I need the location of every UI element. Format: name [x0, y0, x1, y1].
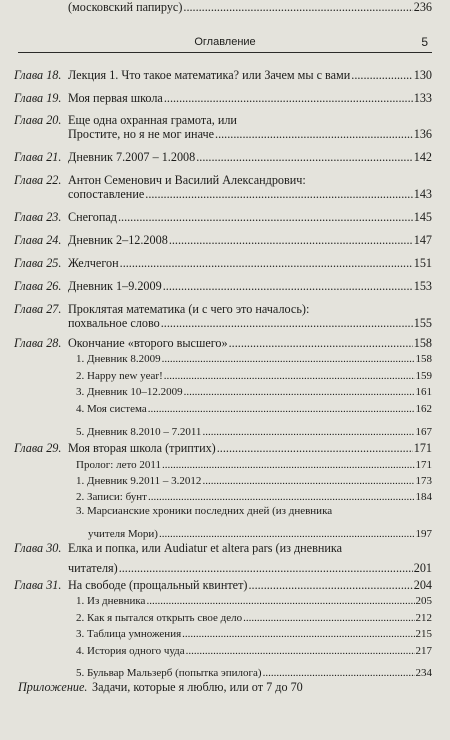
- entry-title: Елка и попка, или Audiatur et altera pars (из дневника: [68, 541, 343, 555]
- entry-title: 1. Из дневника: [76, 595, 146, 607]
- entry-page-number: 236: [413, 0, 432, 14]
- toc-subentry[interactable]: [76, 611, 432, 625]
- entry-title: Моя вторая школа (триптих): [68, 441, 216, 455]
- chapter-label: Глава 20.: [14, 113, 62, 127]
- entry-title: 2. Happy new year!: [76, 370, 163, 382]
- dot-leader: [146, 594, 414, 608]
- dot-leader: [215, 127, 413, 141]
- toc-entry[interactable]: [68, 441, 432, 455]
- toc-entry[interactable]: [68, 336, 432, 350]
- entry-page-number: 217: [415, 645, 432, 657]
- entry-title: 4. История одного чуда: [76, 645, 185, 657]
- entry-title: сопоставление: [68, 187, 145, 201]
- dot-leader: [182, 627, 414, 641]
- chapter-label: Глава 28.: [14, 336, 62, 350]
- entry-title: (московский папирус): [68, 0, 183, 14]
- dot-leader: [184, 385, 415, 399]
- toc-subentry[interactable]: [76, 474, 432, 488]
- toc-entry[interactable]: [68, 173, 432, 187]
- chapter-label: Глава 25.: [14, 256, 62, 270]
- entry-page-number: 130: [413, 68, 432, 82]
- toc-entry[interactable]: [68, 91, 432, 105]
- entry-page-number: 212: [415, 612, 432, 624]
- entry-page-number: 201: [413, 561, 432, 575]
- entry-page-number: 145: [413, 210, 432, 224]
- entry-page-number: 159: [415, 370, 432, 382]
- entry-page-number: 197: [415, 528, 432, 540]
- entry-title: Моя первая школа: [68, 91, 163, 105]
- entry-title: Снегопад: [68, 210, 117, 224]
- toc-subentry[interactable]: [76, 458, 432, 472]
- chapter-label: Глава 19.: [14, 91, 62, 105]
- entry-page-number: 162: [415, 403, 432, 415]
- toc-subentry[interactable]: [76, 352, 432, 366]
- dot-leader: [162, 352, 415, 366]
- toc-subentry[interactable]: [76, 504, 432, 518]
- toc-subentry[interactable]: [76, 490, 432, 504]
- entry-page-number: 133: [413, 91, 432, 105]
- entry-page-number: 151: [413, 256, 432, 270]
- chapter-label: Глава 30.: [14, 541, 62, 555]
- toc-entry[interactable]: [68, 187, 432, 201]
- entry-title: Лекция 1. Что такое математика? или Зачем мы с вами: [68, 68, 351, 82]
- dot-leader: [159, 527, 415, 541]
- dot-leader: [351, 68, 412, 82]
- dot-leader: [148, 402, 415, 416]
- entry-title: Дневник 2–12.2008: [68, 233, 168, 247]
- entry-title: 3. Дневник 10–12.2009: [76, 386, 183, 398]
- dot-leader: [202, 474, 414, 488]
- dot-leader: [229, 336, 413, 350]
- dot-leader: [243, 611, 414, 625]
- entry-page-number: 143: [413, 187, 432, 201]
- dot-leader: [202, 425, 414, 439]
- dot-leader: [119, 561, 413, 575]
- entry-title: 4. Моя система: [76, 403, 147, 415]
- entry-title: Окончание «второго высшего»: [68, 336, 228, 350]
- dot-leader: [162, 458, 415, 472]
- header-page-number: 5: [421, 35, 428, 49]
- chapter-label: Глава 24.: [14, 233, 62, 247]
- entry-title: Дневник 1–9.2009: [68, 279, 162, 293]
- toc-entry[interactable]: [68, 150, 432, 164]
- entry-title: 2. Записи: бунт: [76, 491, 147, 503]
- entry-title: Желчегон: [68, 256, 119, 270]
- toc-entry[interactable]: [92, 680, 432, 694]
- chapter-label: Приложение.: [18, 680, 88, 694]
- toc-subentry[interactable]: [76, 594, 432, 608]
- entry-title: 1. Дневник 9.2011 – 3.2012: [76, 475, 202, 487]
- toc-entry[interactable]: [68, 127, 432, 141]
- toc-entry[interactable]: [68, 210, 432, 224]
- chapter-label: Глава 21.: [14, 150, 62, 164]
- toc-entry[interactable]: [68, 113, 432, 127]
- toc-subentry[interactable]: [76, 385, 432, 399]
- toc-subentry[interactable]: [76, 402, 432, 416]
- entry-page-number: 161: [415, 386, 432, 398]
- dot-leader: [161, 316, 413, 330]
- dot-leader: [145, 187, 412, 201]
- entry-page-number: 158: [415, 353, 432, 365]
- entry-page-number: 171: [415, 459, 432, 471]
- dot-leader: [163, 279, 413, 293]
- dot-leader: [186, 644, 415, 658]
- entry-page-number: 173: [415, 475, 432, 487]
- dot-leader: [164, 369, 415, 383]
- chapter-label: Глава 29.: [14, 441, 62, 455]
- chapter-label: Глава 22.: [14, 173, 62, 187]
- chapter-label: Глава 27.: [14, 302, 62, 316]
- entry-page-number: 205: [415, 595, 432, 607]
- toc-entry[interactable]: [68, 541, 432, 555]
- entry-title: Пролог: лето 2011: [76, 459, 161, 471]
- dot-leader: [169, 233, 413, 247]
- toc-entry[interactable]: [68, 316, 432, 330]
- chapter-label: Глава 31.: [14, 578, 62, 592]
- entry-title: читателя): [68, 561, 118, 575]
- dot-leader: [120, 256, 413, 270]
- toc-entry[interactable]: [68, 233, 432, 247]
- entry-page-number: 158: [413, 336, 432, 350]
- entry-page-number: 153: [413, 279, 432, 293]
- dot-leader: [196, 150, 412, 164]
- entry-page-number: 204: [413, 578, 432, 592]
- entry-page-number: 136: [413, 127, 432, 141]
- entry-title: На свободе (прощальный квинтет): [68, 578, 248, 592]
- toc-subentry[interactable]: [76, 666, 432, 680]
- dot-leader: [217, 441, 413, 455]
- entry-title: Простите, но я не мог иначе: [68, 127, 215, 141]
- dot-leader: [263, 666, 415, 680]
- toc-subentry[interactable]: [76, 369, 432, 383]
- entry-title: 2. Как я пытался открыть свое дело: [76, 612, 243, 624]
- toc-entry[interactable]: [68, 578, 432, 592]
- dot-leader: [164, 91, 413, 105]
- entry-title: Задачи, которые я люблю, или от 7 до 70: [92, 680, 303, 694]
- entry-title: 3. Марсианские хроники последних дней (из дневника: [76, 505, 333, 517]
- toc-entry[interactable]: [68, 561, 432, 575]
- toc-entry[interactable]: [68, 302, 432, 316]
- dot-leader: [248, 578, 412, 592]
- entry-title: Еще одна охранная грамота, или: [68, 113, 237, 127]
- entry-page-number: 184: [415, 491, 432, 503]
- entry-page-number: 155: [413, 316, 432, 330]
- entry-title: 5. Дневник 8.2010 – 7.2011: [76, 426, 202, 438]
- toc-subentry[interactable]: [76, 644, 432, 658]
- toc-subentry[interactable]: [76, 627, 432, 641]
- dot-leader: [183, 0, 412, 14]
- entry-title: Антон Семенович и Василий Александрович:: [68, 173, 306, 187]
- chapter-label: Глава 26.: [14, 279, 62, 293]
- entry-page-number: 234: [415, 667, 432, 679]
- toc-entry[interactable]: [68, 256, 432, 270]
- entry-title: Проклятая математика (и с чего это началось):: [68, 302, 310, 316]
- entry-title: похвальное слово: [68, 316, 160, 330]
- toc-entry[interactable]: [68, 68, 432, 82]
- entry-title: 5. Бульвар Мальзерб (попытка эпилога): [76, 667, 262, 679]
- entry-page-number: 147: [413, 233, 432, 247]
- entry-page-number: 167: [415, 426, 432, 438]
- entry-page-number: 171: [413, 441, 432, 455]
- toc-entry[interactable]: [68, 279, 432, 293]
- toc-subentry[interactable]: [88, 527, 432, 541]
- entry-title: 3. Таблица умножения: [76, 628, 182, 640]
- toc-entry[interactable]: [68, 0, 432, 14]
- chapter-label: Глава 23.: [14, 210, 62, 224]
- entry-page-number: 215: [415, 628, 432, 640]
- entry-title: Дневник 7.2007 – 1.2008: [68, 150, 196, 164]
- entry-title: учителя Мори): [88, 528, 158, 540]
- header-title: Оглавление: [194, 36, 256, 48]
- chapter-label: Глава 18.: [14, 68, 62, 82]
- dot-leader: [118, 210, 413, 224]
- toc-subentry[interactable]: [76, 425, 432, 439]
- dot-leader: [148, 490, 415, 504]
- entry-page-number: 142: [413, 150, 432, 164]
- entry-title: 1. Дневник 8.2009: [76, 353, 161, 365]
